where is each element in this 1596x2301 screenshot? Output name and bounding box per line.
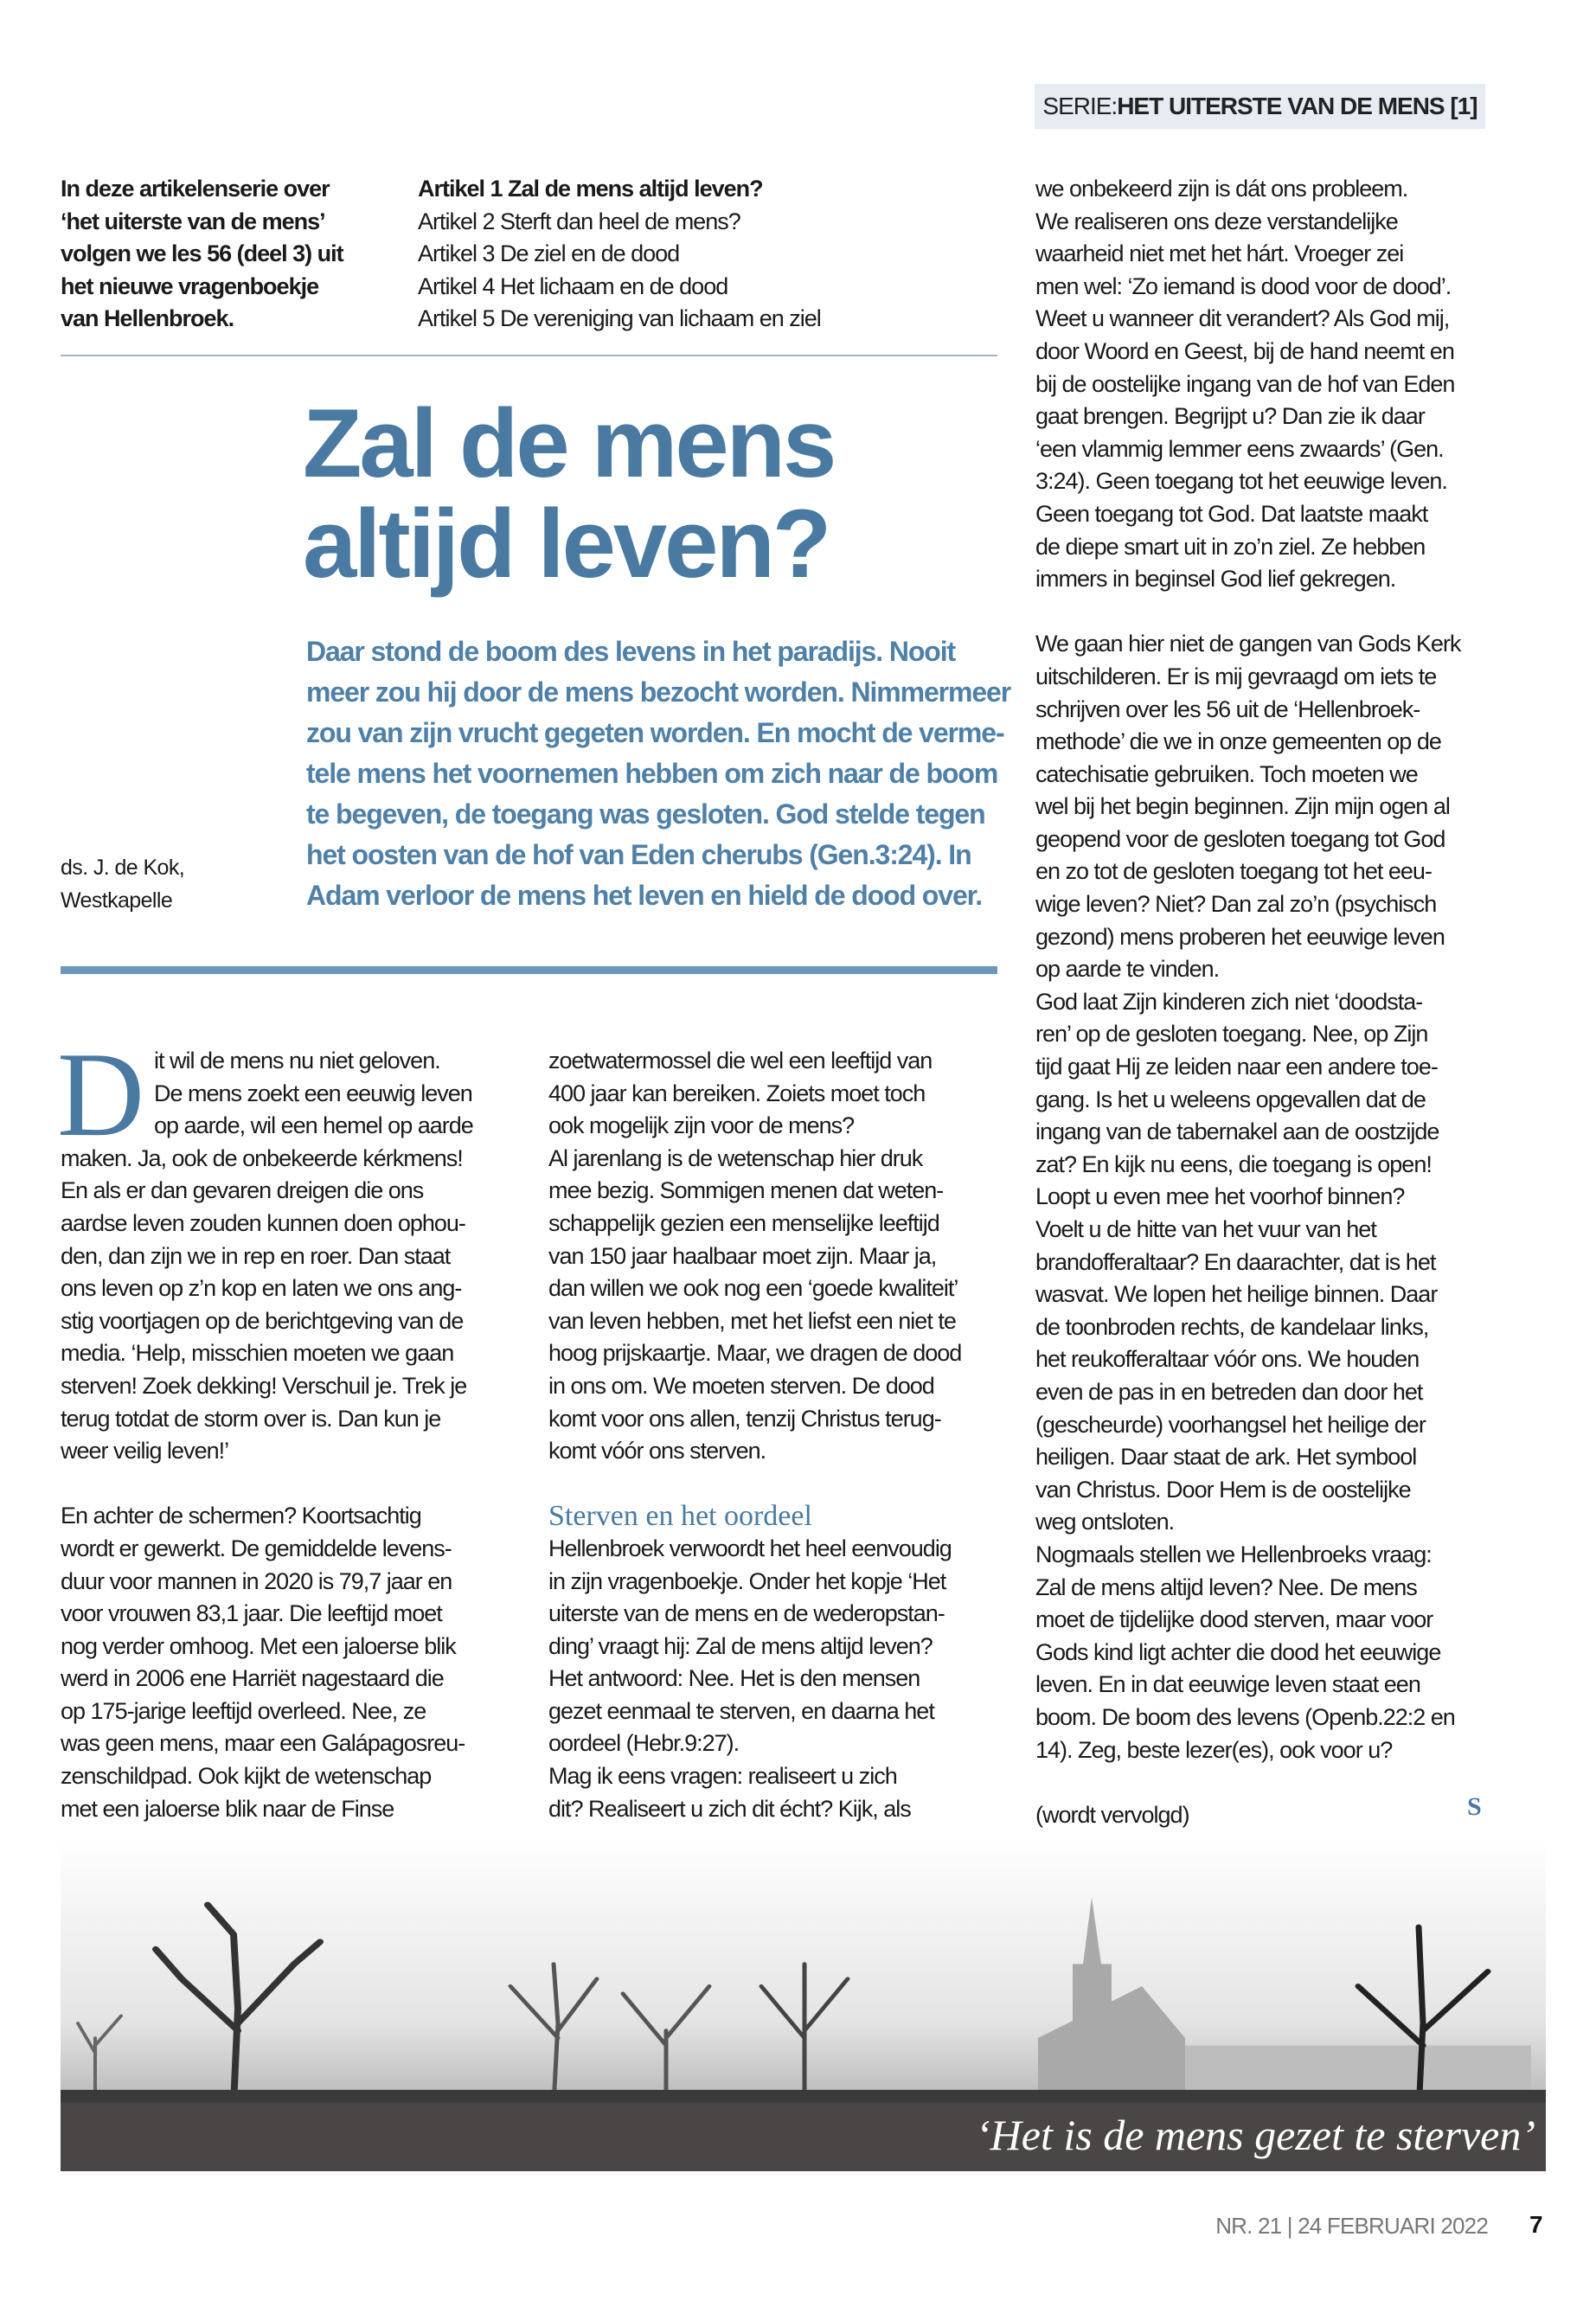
paragraph-gap — [61, 1468, 510, 1501]
series-intro — [61, 173, 389, 336]
text-line: wasvat. We lopen het heilige binnen. Daar — [1035, 1281, 1438, 1308]
text-line: het reukofferaltaar vóór ons. We houden — [1035, 1346, 1420, 1373]
text-line: men wel: ‘Zo iemand is dood voor de dood’. — [1035, 272, 1452, 299]
paragraph-gap — [1035, 1766, 1485, 1799]
text-line: Adam verloor de mens het leven en hield de dood over. — [306, 880, 983, 911]
series-tag — [1035, 84, 1485, 129]
text-line: moet de tijdelijke dood sterven, maar voor — [1035, 1606, 1433, 1633]
text-line: bij de oostelijke ingang van de hof van Eden — [1035, 370, 1455, 397]
text-line: op aarde, wil een hemel op aarde — [154, 1112, 473, 1139]
text-line: uiterste van de mens en de wederopstan- — [548, 1600, 945, 1627]
text-line: immers in beginsel God lief gekregen. — [1035, 566, 1396, 593]
text-line: oordeel (Hebr.9:27). — [548, 1730, 740, 1757]
text-line: van Christus. Door Hem is de oostelijke — [1035, 1476, 1411, 1503]
text-line: brandofferaltaar? En daarachter, dat is het — [1035, 1248, 1436, 1275]
title-line: altijd leven? — [303, 490, 830, 598]
text-line: maken. Ja, ook de onbekeerde kérkmens! — [61, 1144, 463, 1171]
series-prefix: SERIE: — [1042, 93, 1118, 119]
text-line: zou van zijn vrucht gegeten worden. En mocht de verme- — [306, 717, 1004, 748]
text-line: in ons om. We moeten sterven. De dood — [548, 1372, 934, 1399]
text-line: Geen toegang tot God. Dat laatste maakt — [1035, 500, 1428, 527]
text-line: aardse leven zouden kunnen doen ophou- — [61, 1209, 465, 1236]
text-line: boom. De boom des levens (Openb.22:2 en — [1035, 1703, 1455, 1730]
text-line: sterven! Zoek dekking! Verschuil je. Trek je — [61, 1372, 467, 1399]
text-line: En achter de schermen? Koortsachtig — [61, 1503, 421, 1529]
text-line: in zijn vragenboekje. Onder het kopje ‘Het — [548, 1567, 946, 1594]
text-line: catechisatie gebruiken. Toch moeten we — [1035, 760, 1418, 787]
text-line: wel bij het begin beginnen. Zijn mijn ogen al — [1035, 793, 1450, 820]
text-line: hoog prijskaartje. Maar, we dragen de dood — [548, 1340, 962, 1367]
text-line: voor vrouwen 83,1 jaar. Die leeftijd moet — [61, 1600, 442, 1627]
paragraph-gap — [1035, 596, 1485, 629]
text-line: den, dan zijn we in rep en roer. Dan staat — [61, 1242, 451, 1269]
text-line: weg ontsloten. — [1035, 1509, 1175, 1535]
text-line: duur voor mannen in 2020 is 79,7 jaar en — [61, 1567, 452, 1594]
text-line: ‘het uiterste van de mens’ — [61, 208, 325, 234]
text-line: gaat brengen. Begrijpt u? Dan zie ik daar — [1035, 403, 1425, 430]
text-line: zenschildpad. Ook kijkt de wetenschap — [61, 1763, 432, 1790]
text-line: 400 jaar kan bereiken. Zoiets moet toch — [548, 1080, 926, 1106]
text-line: gezet eenmaal te sterven, en daarna het — [548, 1697, 934, 1724]
text-line: We realiseren ons deze verstandelijke — [1035, 208, 1398, 234]
text-line: het nieuwe vragenboekje — [61, 272, 319, 299]
text-line: Gods kind ligt achter die dood het eeuwige — [1035, 1638, 1441, 1665]
article-list-item: Artikel 3 De ziel en de dood — [418, 240, 680, 267]
text-line: Weet u wanneer dit verandert? Als God mij, — [1035, 305, 1450, 332]
text-line: en zo tot de gesloten toegang tot het eeu- — [1035, 858, 1432, 885]
text-line: uitschilderen. Er is mij gevraagd om iets te — [1035, 663, 1437, 689]
text-line: werd in 2006 ene Harriët nagestaard die — [61, 1665, 444, 1692]
text-line: door Woord en Geest, bij de hand neemt en — [1035, 337, 1454, 364]
issue-info: NR. 21 | 24 FEBRUARI 2022 — [1215, 2213, 1488, 2239]
section-bar — [61, 966, 997, 974]
text-line: wordt er gewerkt. De gemiddelde levens- — [61, 1535, 452, 1561]
text-line: komt vóór ons sterven. — [548, 1438, 766, 1465]
text-line: 3:24). Geen toegang tot het eeuwige leven. — [1035, 468, 1447, 495]
text-line: Al jarenlang is de wetenschap hier druk — [548, 1144, 923, 1171]
text-line: het oosten van de hof van Eden cherubs (Gen.3:24). In — [306, 839, 971, 870]
text-line: media. ‘Help, misschien moeten we gaan — [61, 1340, 454, 1367]
text-line: te begeven, de toegang was gesloten. God stelde tegen — [306, 798, 985, 830]
text-line: In deze artikelenserie over — [61, 176, 330, 202]
drop-cap: D — [57, 1028, 145, 1162]
text-line: wige leven? Niet? Dan zal zo’n (psychisch — [1035, 891, 1437, 918]
divider — [61, 355, 997, 356]
article-list — [418, 173, 1006, 336]
text-line: ‘een vlammig lemmer eens zwaards’ (Gen. — [1035, 435, 1444, 462]
text-line: it wil de mens nu niet geloven. — [154, 1048, 440, 1074]
text-line: Nogmaals stellen we Hellenbroeks vraag: — [1035, 1541, 1432, 1567]
text-line: zoetwatermossel die wel een leeftijd van — [548, 1048, 933, 1074]
article-list-item: Artikel 1 Zal de mens altijd leven? — [418, 176, 763, 202]
article-list-item: Artikel 2 Sterft dan heel de mens? — [418, 208, 740, 234]
text-line: de toonbroden rechts, de kandelaar links, — [1035, 1313, 1429, 1340]
text-line: dan willen we ook nog een ‘goede kwaliteit’ — [548, 1275, 958, 1302]
article-list-item: Artikel 4 Het lichaam en de dood — [418, 272, 728, 299]
subheading: Sterven en het oordeel — [548, 1500, 812, 1533]
article-title — [303, 389, 1012, 598]
article-list-item: Artikel 5 De vereniging van lichaam en ziel — [418, 305, 821, 332]
text-line: Hellenbroek verwoordt het heel eenvoudig — [548, 1535, 952, 1561]
series-name: HET UITERSTE VAN DE MENS [1] — [1117, 93, 1477, 119]
text-line: dit? Realiseert u zich dit écht? Kijk, als — [548, 1795, 911, 1822]
text-line: Voelt u de hitte van het vuur van het — [1035, 1216, 1376, 1242]
title-line: Zal de mens — [303, 389, 835, 497]
text-line: methode’ die we in onze gemeenten op de — [1035, 728, 1441, 755]
text-line: ren’ op de gesloten toegang. Nee, op Zijn — [1035, 1021, 1428, 1048]
text-line: Loopt u even mee het voorhof binnen? — [1035, 1183, 1405, 1210]
author-place: Westkapelle — [61, 888, 173, 913]
text-line: met een jaloerse blik naar de Finse — [61, 1795, 394, 1822]
text-line: God laat Zijn kinderen zich niet ‘doodsta- — [1035, 988, 1423, 1015]
text-line: geopend voor de gesloten toegang tot God — [1035, 825, 1445, 852]
body-column-3 — [1035, 173, 1485, 1831]
text-line: meer zou hij door de mens bezocht worden. Nimmermeer — [306, 676, 1011, 708]
text-line: komt voor ons allen, tenzij Christus terug- — [548, 1405, 941, 1432]
text-line: schappelijk gezien een menselijke leeftijd — [548, 1209, 939, 1236]
text-line: we onbekeerd zijn is dát ons probleem. — [1035, 176, 1408, 202]
paragraph-gap — [548, 1468, 998, 1501]
text-line: nog verder omhoog. Met een jaloerse blik — [61, 1632, 456, 1659]
text-line: ingang van de tabernakel aan de oostzijde — [1035, 1118, 1439, 1145]
text-line: En als er dan gevaren dreigen die ons — [61, 1177, 424, 1204]
text-line: We gaan hier niet de gangen van Gods Kerk — [1035, 631, 1461, 657]
text-line: waarheid niet met het hárt. Vroeger zei — [1035, 240, 1404, 267]
photo-caption: ‘Het is de mens gezet te sterven’ — [976, 2111, 1535, 2159]
lead-paragraph — [306, 631, 1016, 916]
text-line: ook mogelijk zijn voor de mens? — [548, 1112, 855, 1139]
text-line: zat? En kijk nu eens, die toegang is open! — [1035, 1150, 1432, 1177]
text-line: volgen we les 56 (deel 3) uit — [61, 240, 343, 267]
text-line: Het antwoord: Nee. Het is den mensen — [548, 1665, 920, 1692]
text-line: schrijven over les 56 uit de ‘Hellenbroek- — [1035, 695, 1420, 722]
text-line: stig voortjagen op de berichtgeving van de — [61, 1307, 464, 1334]
author-name: ds. J. de Kok, — [61, 856, 185, 880]
text-line: mee bezig. Sommigen menen dat weten- — [548, 1177, 944, 1204]
text-line: Mag ik eens vragen: realiseert u zich — [548, 1763, 897, 1790]
text-line: heiligen. Daar staat de ark. Het symbool — [1035, 1444, 1417, 1471]
text-line: tele mens het voornemen hebben om zich naar de boom — [306, 758, 998, 789]
text-line: gang. Is het u weleens opgevallen dat de — [1035, 1086, 1426, 1112]
text-line: ding’ vraagt hij: Zal de mens altijd leven? — [548, 1632, 933, 1659]
text-line: (wordt vervolgd) — [1035, 1801, 1189, 1828]
text-line: Zal de mens altijd leven? Nee. De mens — [1035, 1574, 1417, 1600]
text-line: Daar stond de boom des levens in het paradijs. Nooit — [306, 636, 956, 667]
text-line: De mens zoekt een eeuwig leven — [154, 1080, 472, 1106]
text-line: weer veilig leven!’ — [61, 1438, 229, 1465]
page-number: 7 — [1529, 2211, 1543, 2238]
text-line: ons leven op z’n kop en laten we ons ang- — [61, 1275, 462, 1302]
text-line: van leven hebben, met het liefst een niet te — [548, 1307, 956, 1334]
text-line: 14). Zeg, beste lezer(es), ook voor u? — [1035, 1736, 1393, 1763]
text-line: tijd gaat Hij ze leiden naar een andere toe- — [1035, 1054, 1438, 1080]
text-line: even de pas in en betreden dan door het — [1035, 1378, 1423, 1405]
body-column-2 — [548, 1045, 998, 1825]
body-column-1 — [61, 1045, 510, 1825]
text-line: was geen mens, maar een Galápagosreu- — [61, 1730, 465, 1757]
text-line: de diepe smart uit in zo’n ziel. Ze hebben — [1035, 533, 1426, 560]
author-byline — [61, 851, 184, 917]
text-line: (gescheurde) voorhangsel het heilige der — [1035, 1411, 1426, 1438]
text-line: van Hellenbroek. — [61, 305, 234, 332]
text-line: terug totdat de storm over is. Dan kun je — [61, 1405, 441, 1432]
end-mark-logo: S — [1467, 1792, 1482, 1821]
text-line: van 150 jaar haalbaar moet zijn. Maar ja, — [548, 1242, 937, 1269]
text-line: leven. En in dat eeuwige leven staat een — [1035, 1671, 1420, 1698]
text-line: op 175-jarige leeftijd overleed. Nee, ze — [61, 1697, 426, 1724]
text-line: gezond) mens proberen het eeuwige leven — [1035, 923, 1445, 950]
text-line: op aarde te vinden. — [1035, 956, 1220, 983]
